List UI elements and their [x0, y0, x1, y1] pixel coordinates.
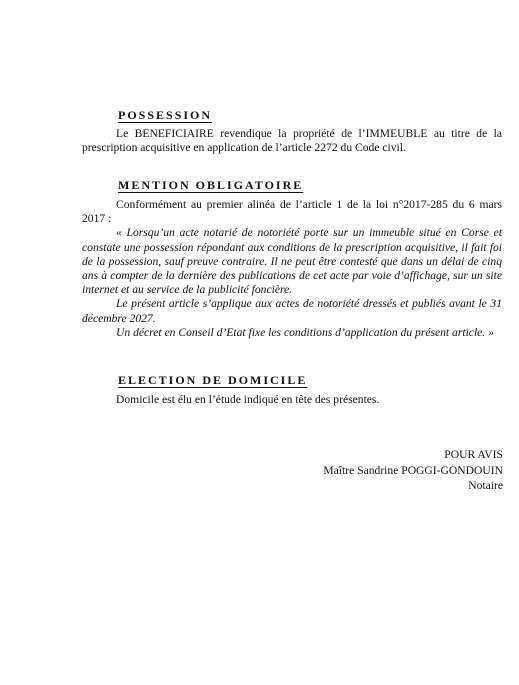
mention-quote-paragraph-1: « Lorsqu’un acte notarié de notoriété porte sur un immeuble situé en Corse et constate une possession répondant aux conditions de la prescription acquisitive, il fait foi de la possession, sauf preuve contraire. Il ne peut être contesté que dans un délai de cinq ans à compter de la dernière des publications de cet acte par voie d’affichage, sur un site internet et au service de la publicité foncière. — [82, 226, 502, 297]
section-possession — [82, 127, 502, 155]
signature-pour-avis: POUR AVIS — [444, 448, 503, 461]
mention-quote-paragraph-3: Un décret en Conseil d’Etat fixe les conditions d’application du présent article. » — [116, 325, 494, 339]
signature-name: Maître Sandrine POGGI-GONDOUIN — [323, 463, 503, 477]
section-mention-obligatoire — [82, 198, 502, 340]
section-heading-possession: POSSESSION — [118, 108, 213, 122]
section-heading-election-domicile: ELECTION DE DOMICILE — [118, 373, 308, 387]
section-heading-mention-obligatoire: MENTION OBLIGATOIRE — [118, 178, 304, 192]
mention-quote-paragraph-2: Le présent article s’applique aux actes de notoriété dressés et publiés avant le 31 décembre 2027. — [82, 297, 502, 325]
possession-paragraph: Le BENEFICIAIRE revendique la propriété de l’IMMEUBLE au titre de la prescription acquisitive en application de l’article 2272 du Code civil. — [82, 127, 502, 155]
mention-intro-paragraph: Conformément au premier alinéa de l’article 1 de la loi n°2017-285 du 6 mars 2017 : — [82, 198, 502, 226]
section-election-domicile — [82, 393, 502, 407]
signature-title: Notaire — [468, 479, 503, 492]
election-paragraph: Domicile est élu en l’étude indiqué en tête des présentes. — [116, 393, 380, 406]
signature-block — [323, 447, 503, 494]
